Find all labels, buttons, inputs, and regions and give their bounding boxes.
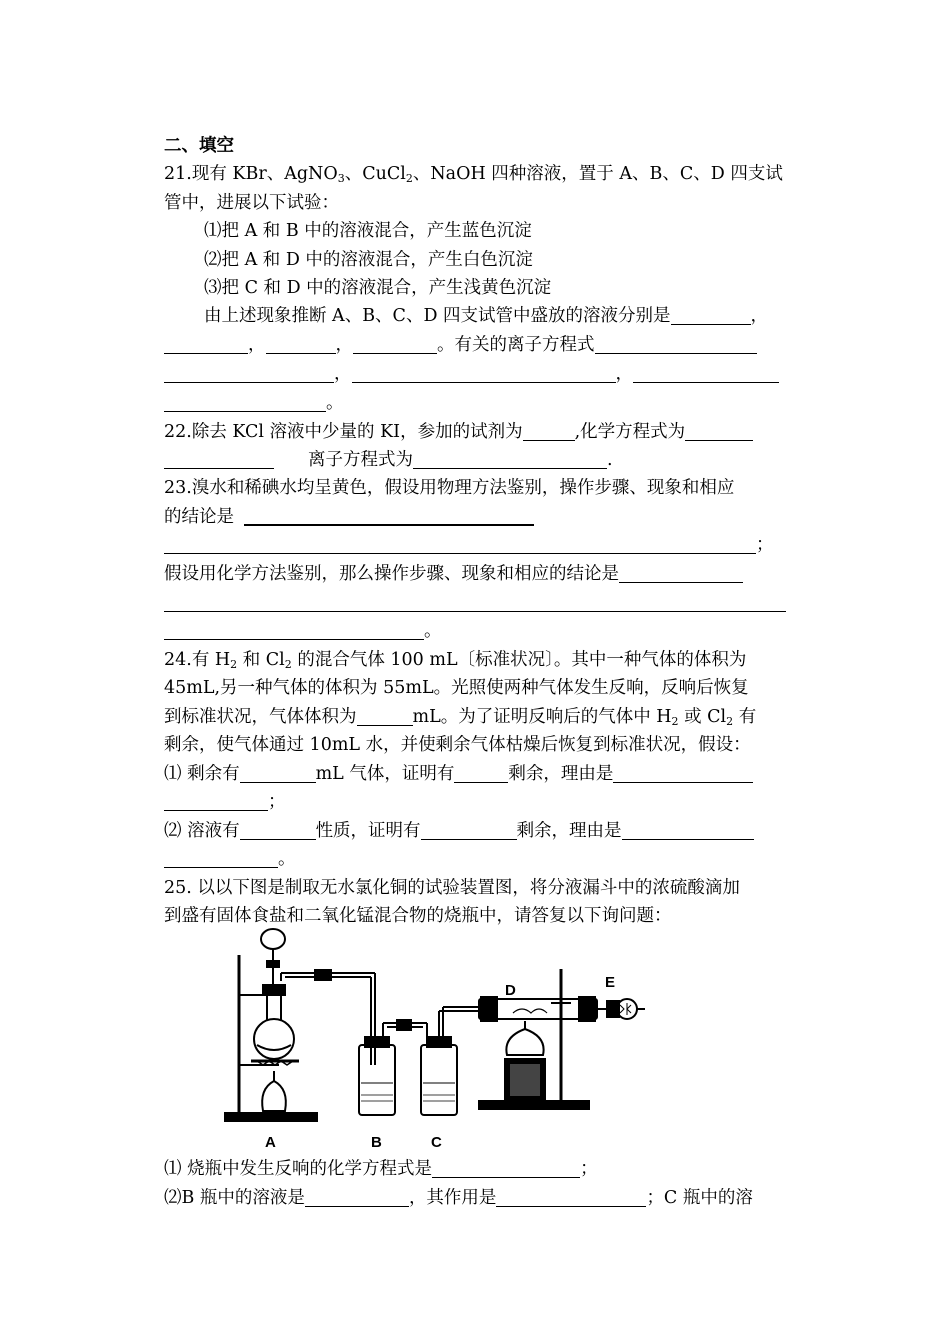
q21-step3: ⑶把 C 和 D 中的溶液混合，产生浅黄色沉淀 [204,278,552,298]
section-heading: 二、填空 [164,136,234,156]
q25-line2: 到盛有固体食盐和二氧化锰混合物的烧瓶中，请答复以下询问题： [164,906,672,926]
answer-blank[interactable] [454,762,508,783]
label-c: C [431,1134,442,1151]
q25-sub2: ⑵B 瓶中的溶液是 ，其作用是 ；C 瓶中的溶 [164,1188,753,1208]
answer-blank[interactable] [305,1186,409,1207]
q24-part1-cont: ； [164,788,286,816]
label-a: A [265,1134,276,1151]
answer-blank[interactable] [164,448,274,469]
answer-blank[interactable] [595,333,757,354]
answer-blank[interactable] [633,362,779,383]
q25-line1: 25. 以以下图是制取无水氯化铜的试验装置图，将分液漏斗中的浓硫酸滴加 [164,878,740,898]
q25-sub1: ⑴ 烧瓶中发生反响的化学方程式是 ； [164,1159,598,1179]
q24-line2: 45mL,另一种气体的体积为 55mL。光照使两种气体发生反响，反响后恢复 [164,678,749,698]
q23-line6: 。 [164,617,442,645]
q21-step2: ⑵把 A 和 D 中的溶液混合，产生白色沉淀 [204,250,533,270]
answer-blank[interactable] [496,1186,646,1207]
q23-line2: 的结论是 [164,503,534,531]
q21-line1: 21.现有 KBr、AgNO$_3$、CuCl$_2$、NaOH 四种溶液，置于 A、B、C、D 四支试 [164,164,783,185]
apparatus-diagram [217,925,647,1155]
q23-line1: 23.溴水和稀碘水均呈黄色，假设用物理方法鉴别，操作步骤、现象和相应 [164,478,735,498]
answer-blank[interactable] [353,333,437,354]
q21-last-line: 。 [164,389,344,417]
q23-line3: ； [164,531,774,559]
q24-line3: 到标准状况，气体体积为 mL。为了证明反响后的气体中 $H_2$ 或 $Cl_2$ 有 [164,707,757,728]
answer-blank[interactable] [164,790,268,811]
q24-part1: ⑴ 剩余有 mL 气体，证明有 剩余，理由是 [164,760,753,788]
q23-line4: 假设用化学方法鉴别，那么操作步骤、现象和相应的结论是 [164,560,743,588]
answer-blank[interactable] [432,1157,580,1178]
answer-blank[interactable] [266,333,336,354]
answer-blank[interactable] [164,847,278,868]
q21-line-blanks: ， ， 。有关的离子方程式 [164,331,757,359]
q21-step1: ⑴把 A 和 B 中的溶液混合，产生蓝色沉淀 [204,221,532,241]
q22-line2: 离子方程式为 . [164,446,613,474]
answer-blank[interactable] [244,504,534,526]
label-e: E [605,974,616,991]
q21-ask: 由上述现象推断 A、B、C、D 四支试管中盛放的溶液分别是 ， [204,306,769,326]
answer-blank[interactable] [671,304,751,325]
answer-blank[interactable] [523,420,575,441]
answer-blank[interactable] [421,819,517,840]
answer-blank[interactable] [685,420,753,441]
answer-blank[interactable] [357,705,413,726]
answer-blank[interactable] [413,448,607,469]
answer-blank[interactable] [164,362,334,383]
q23-line5 [164,589,786,617]
apparatus-figure [217,925,647,1155]
label-b: B [371,1134,382,1151]
answer-blank[interactable] [164,533,756,554]
q24-part2-cont: 。 [164,845,296,873]
q21-equation-line: ， ， [164,360,779,388]
apparatus-e [607,999,645,1019]
q24-line1: 24.有 $H_2$ 和 $Cl_2$ 的混合气体 100 mL〔标准状况〕。其中一种气体的体积为 [164,650,747,671]
answer-blank[interactable] [164,619,424,640]
answer-blank[interactable] [164,591,786,612]
answer-blank[interactable] [622,819,754,840]
q22-line1: 22.除去 KCl 溶液中少量的 KI，参加的试剂为 ,化学方程式为 [164,418,753,446]
answer-blank[interactable] [164,333,248,354]
apparatus-b [359,1020,427,1115]
answer-blank[interactable] [613,762,753,783]
label-d: D [505,982,516,999]
apparatus-d [479,969,616,1109]
answer-blank[interactable] [352,362,616,383]
answer-blank[interactable] [240,819,316,840]
apparatus-c [421,1007,487,1115]
answer-blank[interactable] [240,762,316,783]
q24-part2: ⑵ 溶液有 性质，证明有 剩余，理由是 [164,817,754,845]
answer-blank[interactable] [619,562,743,583]
apparatus-a [225,929,375,1121]
q24-line4: 剩余，使气体通过 10mL 水，并使剩余气体枯燥后恢复到标准状况，假设： [164,735,751,755]
answer-blank[interactable] [164,391,326,412]
q21-line2: 管中，进展以下试验： [164,193,339,213]
